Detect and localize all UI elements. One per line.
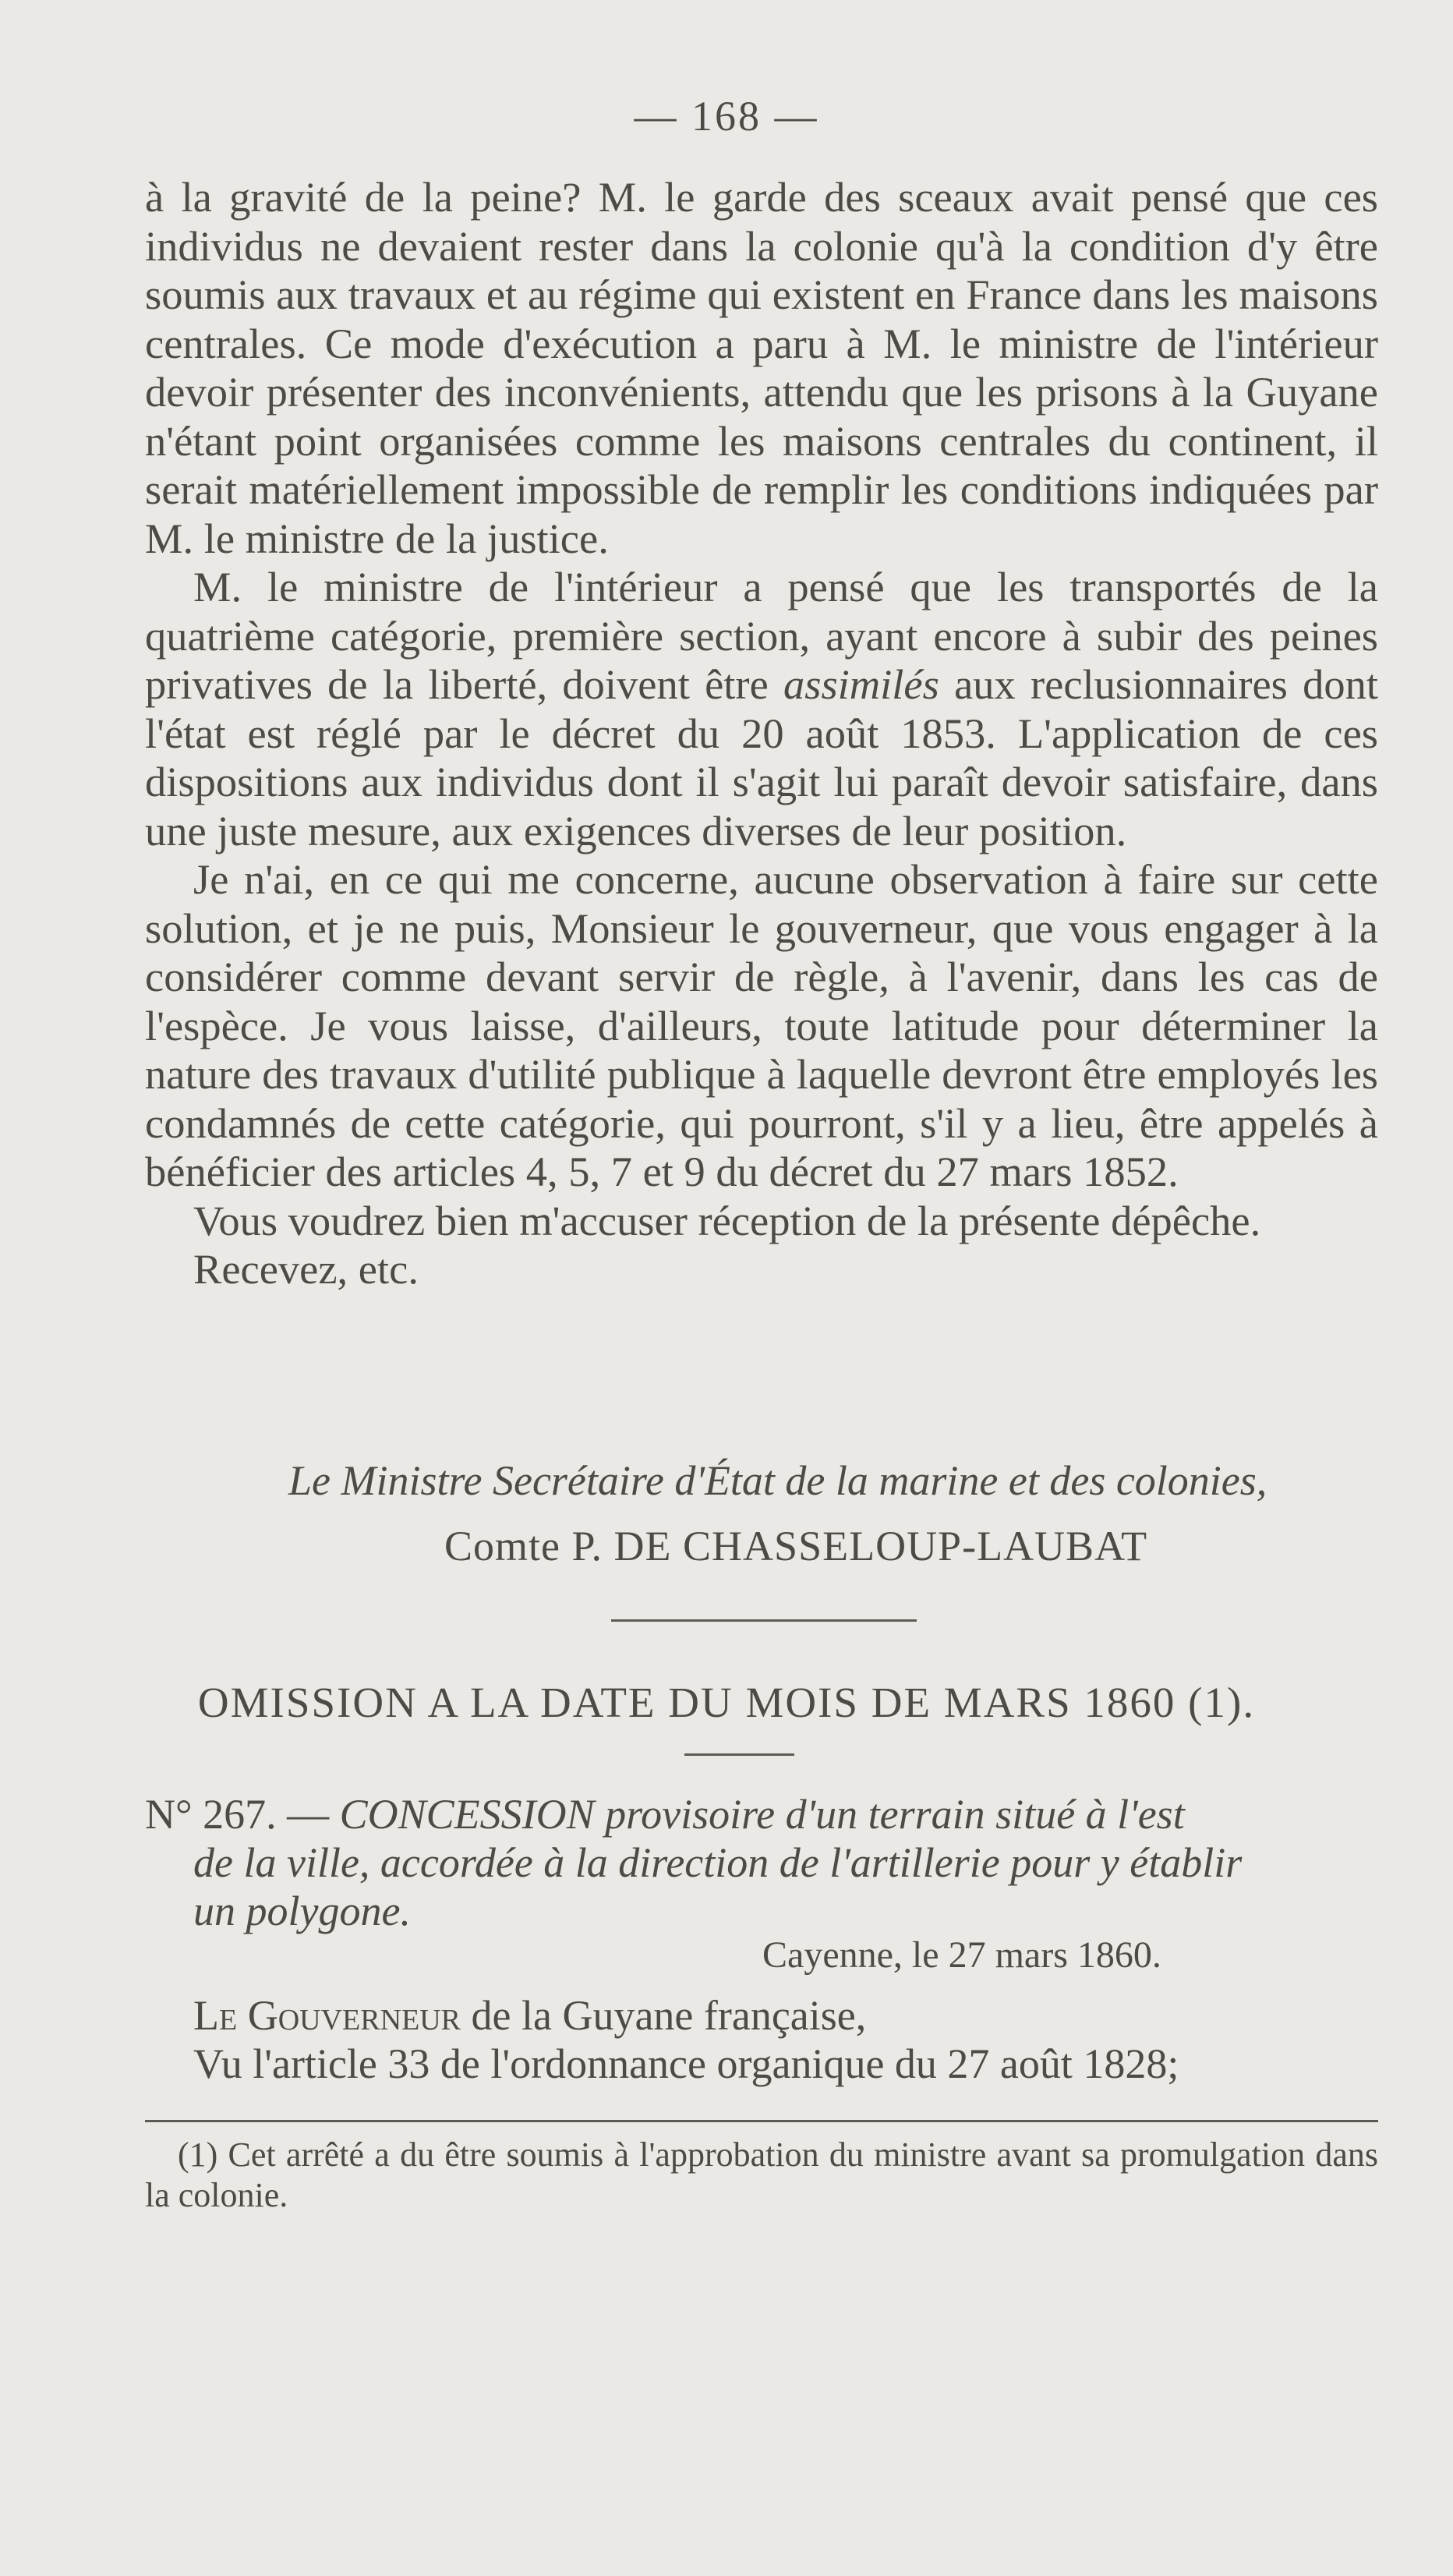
paragraph-1: à la gravité de la peine? M. le garde des sceaux avait pensé que ces individus ne devaient rester dans la colonie qu'à la condition d'y être soumis aux travaux et au régime qui existent en France dans les maisons centrales. Ce mode d'exécution a paru à M. le ministre de l'intérieur devoir présenter des inconvénients, attendu que les prisons à la Guyane n'étant point organisées comme les maisons centrales du continent, il serait matériellement impossible de remplir les conditions indiquées par M. le ministre de la justice. <box>145 173 1378 562</box>
paragraph-3: Je n'ai, en ce qui me concerne, aucune observation à faire sur cette solution, et je ne puis, Monsieur le gouverneur, que vous engager à la considérer comme devant servir de règle, à l'avenir, dans les cas de l'espèce. Je vous laisse, d'ailleurs, toute latitude pour déterminer la nature des travaux d'utilité publique à laquelle devront être employés les condamnés de cette catégorie, qui pourront, s'il y a lieu, être appelés à bénéficier des articles 4, 5, 7 et 9 du décret du 27 mars 1852. <box>145 855 1378 1195</box>
page-number: — 168 — <box>634 93 819 140</box>
decree-heading <box>145 1790 1378 1935</box>
decree-heading-caps: CONCESSION <box>339 1791 595 1838</box>
footnote-rule <box>145 2120 1378 2122</box>
decree-body <box>193 1991 1378 2088</box>
signature-title: Le Ministre Secrétaire d'État de la marine et des colonies, <box>288 1457 1267 1504</box>
section-divider <box>611 1619 917 1622</box>
decree-line-2: Vu l'article 33 de l'ordonnance organique du 27 août 1828; <box>193 2040 1179 2087</box>
letter-body <box>145 173 1378 1294</box>
signature-name: Comte P. DE CHASSELOUP-LAUBAT <box>444 1523 1148 1569</box>
decree-heading-line-1 <box>145 1790 1378 1838</box>
section-title: OMISSION A LA DATE DU MOIS DE MARS 1860 (1). <box>197 1679 1256 1726</box>
governor-title: Le Gouverneur <box>193 1992 461 2039</box>
paragraph-4: Vous voudrez bien m'accuser réception de la présente dépêche. <box>193 1196 1261 1244</box>
decree-number: N° 267. — <box>145 1791 340 1838</box>
decree-heading-line-2: de la ville, accordée à la direction de l'artillerie pour y établir <box>193 1839 1243 1886</box>
paragraph-2 <box>145 563 1378 855</box>
footnote <box>145 2135 1378 2216</box>
decree-line-1-rest: de la Guyane française, <box>461 1992 867 2039</box>
title-underline <box>684 1753 794 1756</box>
paragraph-2-end: aux reclusionnaires dont l'état est réglé par le décret du 20 août 1853. L'application de ces dispositions aux individus dont il s'agit lui paraît devoir satisfaire, dans une juste mesure, aux exigences diverses de leur position. <box>145 660 1378 855</box>
decree-heading-rest: provisoire d'un terrain situé à l'est <box>594 1791 1185 1838</box>
decree-line-1 <box>193 1991 1378 2040</box>
dateline: Cayenne, le 27 mars 1860. <box>762 1934 1161 1976</box>
paragraph-2-start: M. le ministre de l'intérieur a pensé que les transportés de la quatrième catégorie, première section, ayant encore à subir des peines privatives de la liberté, doivent être <box>145 563 1378 708</box>
decree-heading-line-3: un polygone. <box>193 1888 411 1934</box>
emphasis-assimiles: assimilés <box>783 660 939 708</box>
paragraph-5: Recevez, etc. <box>193 1245 419 1293</box>
footnote-text: (1) Cet arrêté a du être soumis à l'approbation du ministre avant sa promulgation dans la colonie. <box>145 2135 1378 2214</box>
